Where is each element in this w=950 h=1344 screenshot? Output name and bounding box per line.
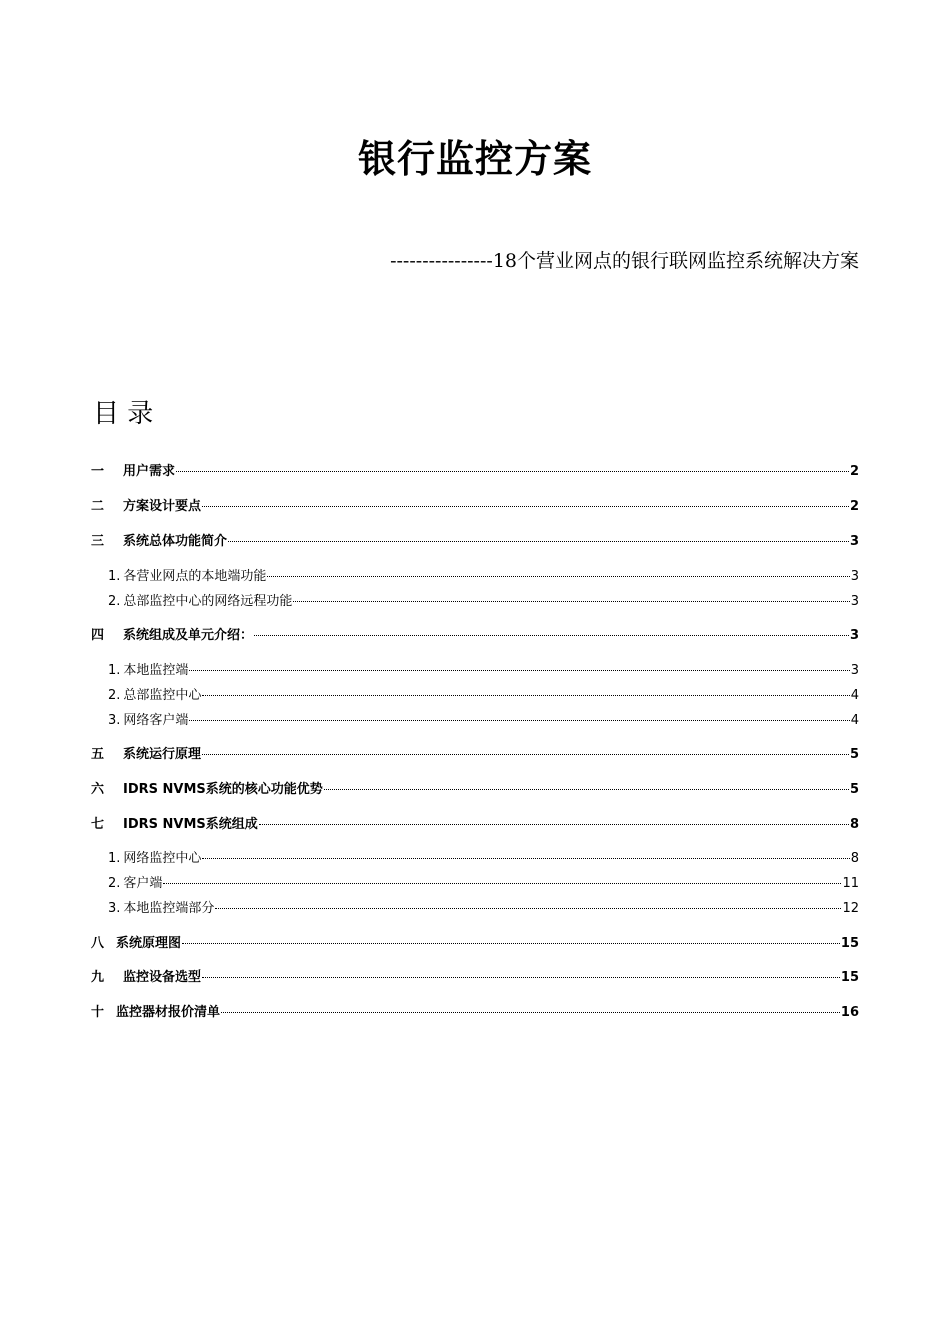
toc-leader	[254, 635, 849, 636]
toc-entry-page: 3	[849, 628, 859, 643]
toc-entry-label: IDRS NVMS系统的核心功能优势	[123, 782, 323, 797]
toc-entry-page: 4	[850, 688, 859, 703]
toc-entry-label: 客户端	[123, 876, 163, 891]
toc-entry-number: 2.	[108, 876, 121, 891]
toc-leader	[202, 858, 849, 859]
toc-entry-label: 本地监控端	[123, 663, 189, 678]
toc-entry-page: 8	[850, 851, 859, 866]
toc-entry-label: 各营业网点的本地端功能	[123, 569, 267, 584]
toc-entry-label: 总部监控中心的网络远程功能	[123, 594, 293, 609]
toc-leader	[259, 824, 849, 825]
toc-entry-page: 11	[842, 876, 859, 891]
document-title: 银行监控方案	[357, 136, 592, 181]
toc-subentry[interactable]	[91, 565, 859, 585]
toc-leader	[202, 695, 849, 696]
toc-entry-label: 方案设计要点	[123, 499, 202, 514]
toc-entry-page: 12	[842, 901, 859, 916]
toc-entry-label: 总部监控中心	[123, 688, 202, 703]
toc-entry-page: 2	[849, 499, 859, 514]
toc-heading: 目 录	[93, 399, 154, 429]
toc-entry-number: 三	[91, 534, 105, 549]
toc-leader	[189, 720, 849, 721]
toc-entry-page: 5	[849, 747, 859, 762]
toc-entry-page: 16	[840, 1005, 859, 1020]
toc-entry-label: 本地监控端部分	[123, 901, 215, 916]
toc-leader	[176, 471, 849, 472]
toc-leader	[202, 754, 849, 755]
toc-entry-number: 五	[91, 747, 105, 762]
toc-entry-label: 网络监控中心	[123, 851, 202, 866]
toc-leader	[202, 506, 849, 507]
toc-entry[interactable]	[91, 813, 859, 833]
toc-entry-page: 15	[840, 936, 859, 951]
toc-subentry[interactable]	[91, 897, 859, 917]
toc-entry-page: 3	[849, 534, 859, 549]
toc-entry-label: 用户需求	[123, 464, 176, 479]
toc-entry[interactable]	[91, 966, 859, 986]
toc-subentry[interactable]	[91, 847, 859, 867]
toc-entry-page: 15	[840, 970, 859, 985]
document-subtitle: ----------------18个营业网点的银行联网监控系统解决方案	[390, 250, 859, 272]
toc-subentry[interactable]	[91, 872, 859, 892]
toc-entry-number: 1.	[108, 663, 121, 678]
toc-entry-number: 2.	[108, 688, 121, 703]
toc-leader	[163, 883, 841, 884]
toc-leader	[182, 943, 840, 944]
toc-entry[interactable]	[91, 932, 859, 952]
toc-leader	[189, 670, 849, 671]
toc-entry-label: 系统运行原理	[123, 747, 202, 762]
toc-entry-page: 8	[849, 817, 859, 832]
toc-entry[interactable]	[91, 495, 859, 515]
toc-entry-number: 1.	[108, 569, 121, 584]
toc-leader	[228, 541, 849, 542]
toc-subentry[interactable]	[91, 659, 859, 679]
toc-entry-number: 3.	[108, 713, 121, 728]
toc-entry-page: 5	[849, 782, 859, 797]
toc-leader	[215, 908, 841, 909]
toc-entry-number: 四	[91, 628, 105, 643]
toc-subentry[interactable]	[91, 590, 859, 610]
toc-entry-label: 系统组成及单元介绍：	[123, 628, 254, 643]
toc-entry-number: 六	[91, 782, 105, 797]
toc-entry-label: 系统原理图	[116, 936, 182, 951]
toc-entry-page: 4	[850, 713, 859, 728]
toc-subentry[interactable]	[91, 684, 859, 704]
toc-entry-number: 二	[91, 499, 105, 514]
toc-subentry[interactable]	[91, 709, 859, 729]
toc-entry-label: 网络客户端	[123, 713, 189, 728]
toc-entry-label: 系统总体功能简介	[123, 534, 228, 549]
toc-entry-number: 七	[91, 817, 105, 832]
toc-entry-number: 1.	[108, 851, 121, 866]
toc-leader	[324, 789, 849, 790]
toc-entry-label: 监控设备选型	[123, 970, 202, 985]
toc-entry[interactable]	[91, 460, 859, 480]
toc-entry[interactable]	[91, 778, 859, 798]
toc-entry-number: 一	[91, 464, 105, 479]
toc-entry-number: 八	[91, 936, 105, 951]
toc-leader	[267, 576, 849, 577]
toc-leader	[221, 1012, 840, 1013]
toc-leader	[293, 601, 849, 602]
toc-entry[interactable]	[91, 624, 859, 644]
toc-entry-label: IDRS NVMS系统组成	[123, 817, 258, 832]
toc-entry-page: 3	[850, 663, 859, 678]
toc-entry-number: 九	[91, 970, 105, 985]
toc-entry-page: 3	[850, 594, 859, 609]
toc-leader	[202, 977, 840, 978]
toc-entry-number: 十	[91, 1005, 105, 1020]
toc-entry-number: 3.	[108, 901, 121, 916]
toc-entry-label: 监控器材报价清单	[116, 1005, 221, 1020]
toc-entry-page: 2	[849, 464, 859, 479]
toc-entry[interactable]	[91, 743, 859, 763]
toc-entry-page: 3	[850, 569, 859, 584]
toc-entry[interactable]	[91, 1001, 859, 1021]
toc-entry[interactable]	[91, 530, 859, 550]
toc-entry-number: 2.	[108, 594, 121, 609]
